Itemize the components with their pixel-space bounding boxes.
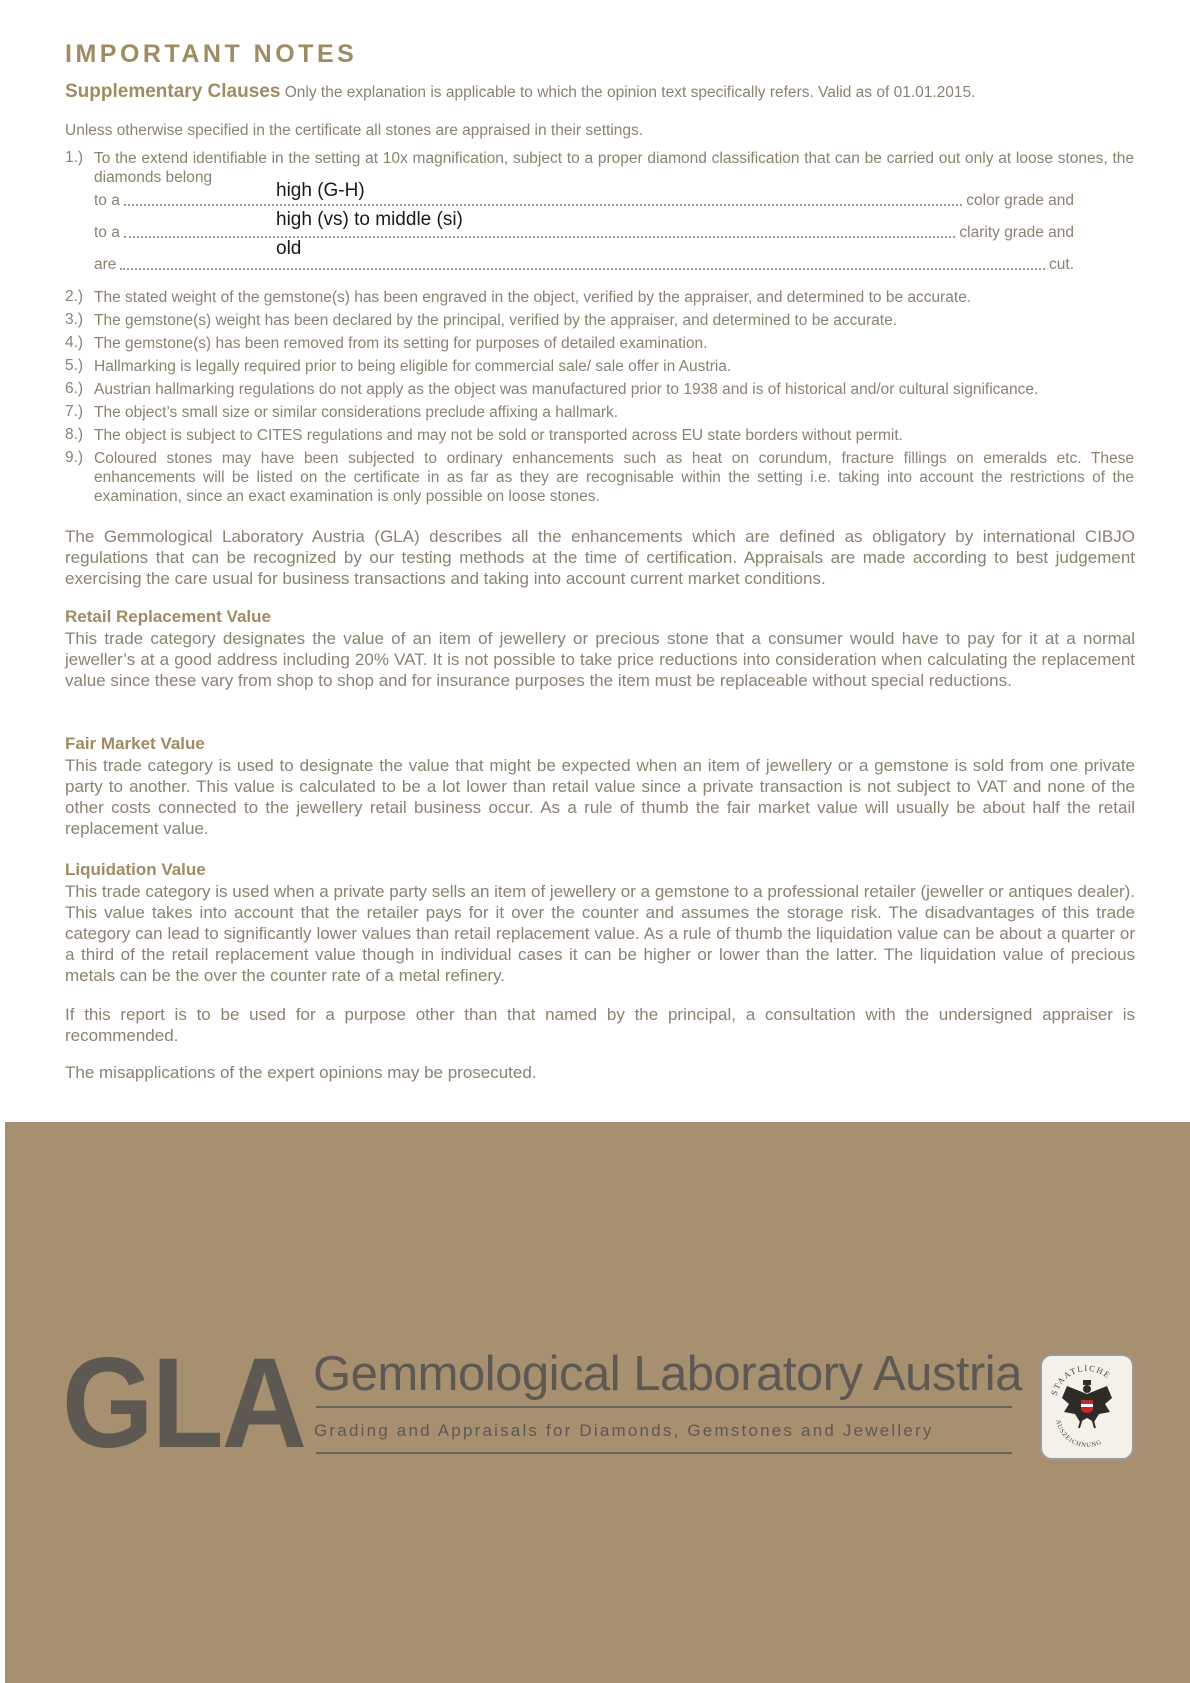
dotted-leader	[120, 268, 1045, 270]
item-text: The gemstone(s) weight has been declared by the principal, verified by the appraiser, and determined to be accurate.	[94, 312, 898, 329]
item-text: Coloured stones may have been subjected to ordinary enhancements such as heat on corundum, fracture fillings on emeralds etc. These enhancements will be listed on the certificate in as far as they are recognisable within the setting i.e. taking into account the restrictions of the examination, since an exact examination is only possible on loose stones.	[94, 450, 1134, 505]
page-title: IMPORTANT NOTES	[65, 40, 358, 68]
item-number: 3.)	[65, 311, 84, 328]
supplementary-heading: Supplementary Clauses	[65, 81, 281, 102]
fill-tail: color grade and	[966, 192, 1074, 209]
eagle-icon	[1042, 1356, 1132, 1458]
item-text: The stated weight of the gemstone(s) has been engraved in the object, verified by the appraiser, and determined to be accurate.	[94, 289, 972, 306]
color-grade-value: high (G-H)	[276, 180, 365, 201]
item-text: The gemstone(s) has been removed from its setting for purposes of detailed examination.	[94, 335, 708, 352]
item-text: Austrian hallmarking regulations do not apply as the object was manufactured prior to 1938 and is of historical and/or cultural significance.	[94, 381, 1039, 398]
lab-tagline: Grading and Appraisals for Diamonds, Gemstones and Jewellery	[314, 1421, 934, 1440]
dotted-leader	[124, 236, 956, 238]
fill-tail: clarity grade and	[959, 224, 1074, 241]
fill-tail: cut.	[1049, 256, 1074, 273]
supplementary-text: Only the explanation is applicable to which the opinion text specifically refers. Valid as of 01.01.2015.	[284, 84, 976, 101]
item-number: 7.)	[65, 403, 84, 420]
item-number: 8.)	[65, 426, 84, 443]
intro-text: Unless otherwise specified in the certificate all stones are appraised in their settings.	[65, 122, 644, 139]
item-number: 1.)	[65, 149, 84, 166]
seal-bottom-text: AUSZEICHNUNG	[1054, 1418, 1104, 1450]
section-heading: Retail Replacement Value	[65, 607, 271, 626]
clarity-grade-value: high (vs) to middle (si)	[276, 209, 463, 230]
cut-line	[94, 252, 1074, 274]
item-number: 4.)	[65, 334, 84, 351]
item-text: Hallmarking is legally required prior to being eligible for commercial sale/ sale offer in Austria.	[94, 358, 732, 375]
section-text: This trade category designates the value of an item of jewellery or precious stone that a consumer would have to pay for it at a normal jeweller’s at a good address including 20% VAT. It is not possible to take price reductions into consideration when calculating the replacement value since these vary from shop to shop and for insurance purposes the item must be replaceable without special reductions.	[65, 629, 1135, 690]
item-text: The object’s small size or similar considerations preclude affixing a hallmark.	[94, 404, 619, 421]
section-heading: Liquidation Value	[65, 860, 206, 879]
cut-value: old	[276, 238, 302, 259]
fill-lead: to a	[94, 224, 120, 241]
lab-name: Gemmological Laboratory Austria	[313, 1347, 1022, 1401]
state-award-seal	[1040, 1354, 1134, 1460]
section-text: This trade category is used to designate the value that might be expected when an item of jewellery or a gemstone is sold from one private party to another. This value is calculated to be a lot lower than retail value since a private transaction is not subject to VAT and none of the other costs connected to the jewellery retail business occur. As a rule of thumb the fair market value will usually be about half the retail replacement value.	[65, 756, 1135, 838]
section-heading: Fair Market Value	[65, 734, 205, 753]
item-text: To the extend identifiable in the setting at 10x magnification, subject to a proper diamond classification that can be carried out only at loose stones, the diamonds belong	[94, 150, 1134, 186]
divider	[316, 1452, 1012, 1454]
seal-top-text: STAATLICHE	[1048, 1362, 1114, 1397]
gla-logo: GLA	[62, 1332, 306, 1475]
consultation-note: If this report is to be used for a purpose other than that named by the principal, a consultation with the undersigned appraiser is recommended.	[65, 1005, 1135, 1045]
supplementary-clauses	[65, 81, 1145, 103]
item-number: 6.)	[65, 380, 84, 397]
item-text: The object is subject to CITES regulations and may not be sold or transported across EU state borders without permit.	[94, 427, 903, 444]
fill-lead: are	[94, 256, 117, 273]
section-text: This trade category is used when a private party sells an item of jewellery or a gemstone to a professional retailer (jeweller or antiques dealer). This value takes into account that the retailer pays for it over the counter and assumes the storage risk. The disadvantages of this trade category can lead to significantly lower values than retail replacement value. As a rule of thumb the liquidation value can be about a quarter or a third of the retail replacement value though in individual cases it can be higher or lower than the latter. The liquidation value of precious metals can be the over the counter rate of a metal refinery.	[65, 882, 1135, 985]
color-grade-line	[94, 188, 1074, 210]
clarity-grade-line	[94, 220, 1074, 242]
divider	[316, 1406, 1012, 1408]
fill-lead: to a	[94, 192, 120, 209]
item-number: 9.)	[65, 449, 84, 466]
dotted-leader	[124, 204, 962, 206]
item-number: 2.)	[65, 288, 84, 305]
item-number: 5.)	[65, 357, 84, 374]
misapplication-note: The misapplications of the expert opinions may be prosecuted.	[65, 1063, 537, 1082]
gla-paragraph: The Gemmological Laboratory Austria (GLA) describes all the enhancements which are defined as obligatory by international CIBJO regulations that can be recognized by our testing methods at the time of certification. Appraisals are made according to best judgement exercising the care usual for business transactions and taking into account current market conditions.	[65, 527, 1135, 588]
